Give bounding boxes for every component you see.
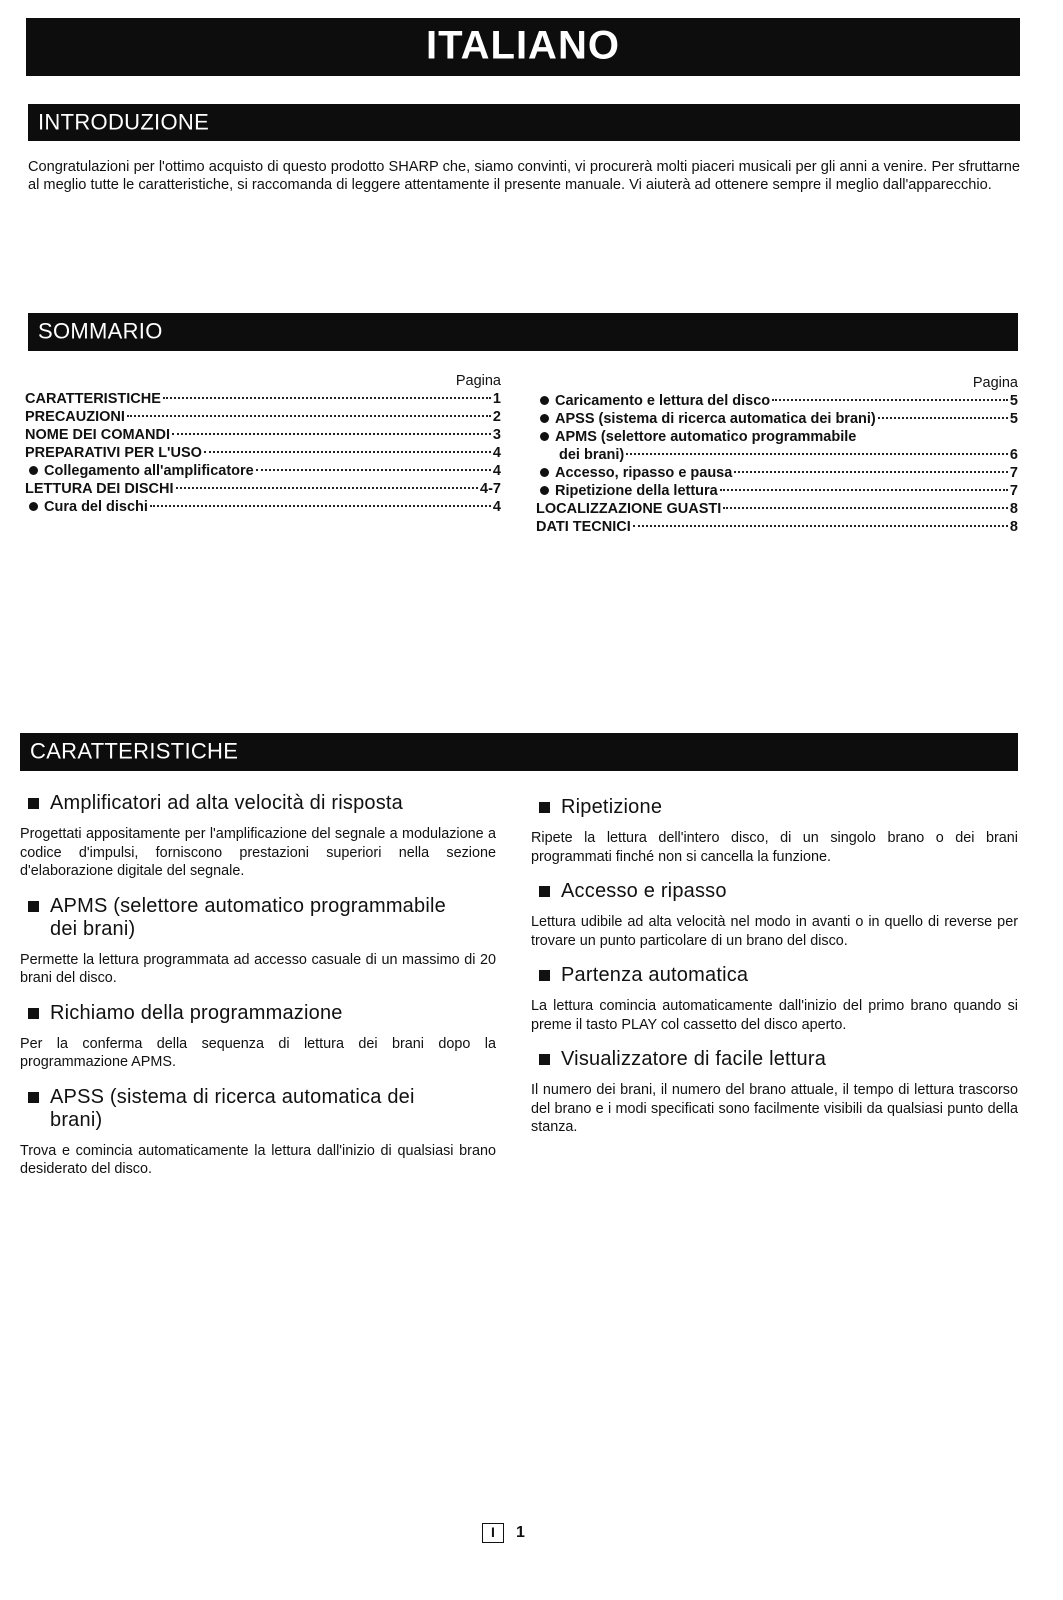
toc-page: 4-7 (480, 481, 501, 497)
toc-leader (172, 433, 491, 435)
square-bullet-icon (539, 1054, 550, 1065)
toc-page-header: Pagina (455, 373, 501, 389)
feature-heading-text: Visualizzatore di facile lettura (561, 1048, 827, 1070)
toc-page: 8 (1009, 519, 1018, 535)
bullet-icon (540, 432, 549, 441)
toc-page: 5 (1009, 411, 1018, 427)
toc-leader (878, 417, 1008, 419)
toc-entry (536, 518, 1018, 536)
feature-heading (20, 1002, 496, 1025)
toc-label: LETTURA DEI DISCHI (25, 481, 174, 497)
feature-heading (531, 964, 1018, 987)
toc-label: Ripetizione della lettura (555, 483, 718, 499)
feature-heading (531, 1048, 1018, 1071)
bullet-icon (29, 502, 38, 511)
toc-page: 4 (492, 463, 501, 479)
toc-page: 4 (492, 445, 501, 461)
toc-page: 6 (1009, 447, 1018, 463)
toc-label: NOME DEI COMANDI (25, 427, 170, 443)
feature-heading-text: Ripetizione (561, 796, 663, 818)
toc-page: 1 (492, 391, 501, 407)
toc-label: Collegamento all'amplificatore (44, 463, 254, 479)
title-banner (26, 18, 1020, 76)
square-bullet-icon (539, 886, 550, 897)
toc-page: 5 (1009, 393, 1018, 409)
feature-text: Per la conferma della sequenza di lettura dei brani dopo la programmazione APMS. (20, 1035, 496, 1070)
toc-label: Cura del dischi (44, 499, 148, 515)
toc-entry (25, 408, 501, 426)
toc-leader (176, 487, 479, 489)
toc-entry (536, 428, 1018, 446)
section-title: SOMMARIO (38, 318, 163, 344)
bullet-icon (540, 396, 549, 405)
feature-heading (20, 792, 496, 815)
toc-label: CARATTERISTICHE (25, 391, 161, 407)
feature-heading-continued: dei brani) (50, 917, 136, 940)
feature-heading-text: APMS (selettore automatico programmabile (50, 894, 446, 917)
square-bullet-icon (28, 1008, 39, 1019)
toc-page: 3 (492, 427, 501, 443)
toc-entry (536, 500, 1018, 518)
toc-page: 8 (1009, 501, 1018, 517)
toc-label: dei brani) (559, 447, 625, 463)
toc-label: APMS (selettore automatico programmabile (555, 429, 857, 445)
toc-leader (772, 399, 1008, 401)
toc-label: APSS (sistema di ricerca automatica dei brani) (555, 411, 876, 427)
toc-right-column (536, 374, 1018, 536)
bullet-icon (540, 468, 549, 477)
square-bullet-icon (28, 901, 39, 912)
bullet-icon (540, 414, 549, 423)
toc-entry-continued (536, 446, 1018, 464)
toc-page: 7 (1009, 483, 1018, 499)
feature-text: Progettati appositamente per l'amplificazione del segnale a modulazione a codice d'impulsi, forniscono prestazioni superiori nella sezione d'elaborazione digitale del segnale. (20, 826, 496, 879)
toc-label: Accesso, ripasso e pausa (555, 465, 733, 481)
feature-heading-text: APSS (sistema di ricerca automatica dei (50, 1085, 415, 1108)
toc-entry (25, 444, 501, 462)
toc-leader (256, 469, 491, 471)
toc-entry (536, 392, 1018, 410)
toc-page: 2 (492, 409, 501, 425)
feature-heading-text: Partenza automatica (561, 964, 749, 986)
bullet-icon (540, 486, 549, 495)
toc-entry (25, 480, 501, 498)
toc-leader (720, 489, 1008, 491)
toc-entry (25, 426, 501, 444)
toc-leader (204, 451, 491, 453)
toc-label: DATI TECNICI (536, 519, 631, 535)
toc-leader (127, 415, 491, 417)
toc-leader (633, 525, 1008, 527)
feature-text: Lettura udibile ad alta velocità nel modo in avanti o in quello di reverse per trovare un punto particolare di un brano del disco. (531, 914, 1018, 949)
toc-label: PREPARATIVI PER L'USO (25, 445, 202, 461)
toc-page: 4 (492, 499, 501, 515)
page-title: ITALIANO (426, 23, 620, 68)
square-bullet-icon (539, 970, 550, 981)
toc-page-header: Pagina (972, 375, 1018, 391)
toc-entry (536, 482, 1018, 500)
page-number: 1 (516, 1524, 525, 1541)
features-right-column (531, 796, 1018, 1151)
square-bullet-icon (28, 798, 39, 809)
toc-left-column (25, 372, 501, 516)
square-bullet-icon (28, 1092, 39, 1103)
toc-leader (150, 505, 491, 507)
section-title: INTRODUZIONE (38, 108, 210, 134)
feature-text: La lettura comincia automaticamente dall'inizio del primo brano quando si preme il tasto PLAY col cassetto del disco aperto. (531, 998, 1018, 1033)
toc-label: Caricamento e lettura del disco (555, 393, 771, 409)
toc-leader (723, 507, 1008, 509)
toc-entry (25, 498, 501, 516)
toc-label: PRECAUZIONI (25, 409, 125, 425)
bullet-icon (29, 466, 38, 475)
features-left-column (20, 792, 496, 1193)
feature-text: Il numero dei brani, il numero del brano attuale, il tempo di lettura trascorso del brano e i modi specificati sono facilmente visibili da qualsiasi punto della stanza. (531, 1082, 1018, 1135)
toc-label: LOCALIZZAZIONE GUASTI (536, 501, 722, 517)
page-footer (482, 1521, 525, 1545)
feature-heading-text: Accesso e ripasso (561, 880, 727, 902)
feature-heading-text: Richiamo della programmazione (50, 1001, 343, 1024)
toc-entry (536, 464, 1018, 482)
feature-text: Trova e comincia automaticamente la lettura dall'inizio di qualsiasi brano desiderato del disco. (20, 1142, 496, 1177)
toc-leader (626, 453, 1008, 455)
section-header-sommario (28, 313, 1018, 351)
section-header-caratteristiche (20, 733, 1018, 771)
toc-page: 7 (1009, 465, 1018, 481)
feature-heading (20, 895, 496, 941)
feature-heading-continued: brani) (50, 1108, 103, 1131)
square-bullet-icon (539, 802, 550, 813)
feature-heading (531, 796, 1018, 819)
section-title: CARATTERISTICHE (30, 738, 239, 764)
toc-leader (163, 397, 491, 399)
toc-entry (25, 390, 501, 408)
toc-leader (734, 471, 1008, 473)
language-box: I (482, 1523, 504, 1543)
feature-text: Ripete la lettura dell'intero disco, di un singolo brano o dei brani programmati finché non si cancella la funzione. (531, 830, 1018, 865)
toc-entry (25, 462, 501, 480)
feature-heading (20, 1086, 496, 1132)
intro-paragraph: Congratulazioni per l'ottimo acquisto di questo prodotto SHARP che, siamo convinti, vi procurerà molti piaceri musicali per gli anni a venire. Per sfruttarne al meglio tutte le caratteristiche, si raccomanda di leggere attentamente il presente manuale. Vi aiuterà ad ottenere sempre il meglio dall'apparecchio. (28, 159, 1020, 193)
toc-entry (536, 410, 1018, 428)
feature-heading (531, 880, 1018, 903)
section-header-introduzione (28, 104, 1020, 141)
feature-text: Permette la lettura programmata ad accesso casuale di un massimo di 20 brani del disco. (20, 951, 496, 986)
feature-heading-text: Amplificatori ad alta velocità di risposta (50, 792, 403, 814)
